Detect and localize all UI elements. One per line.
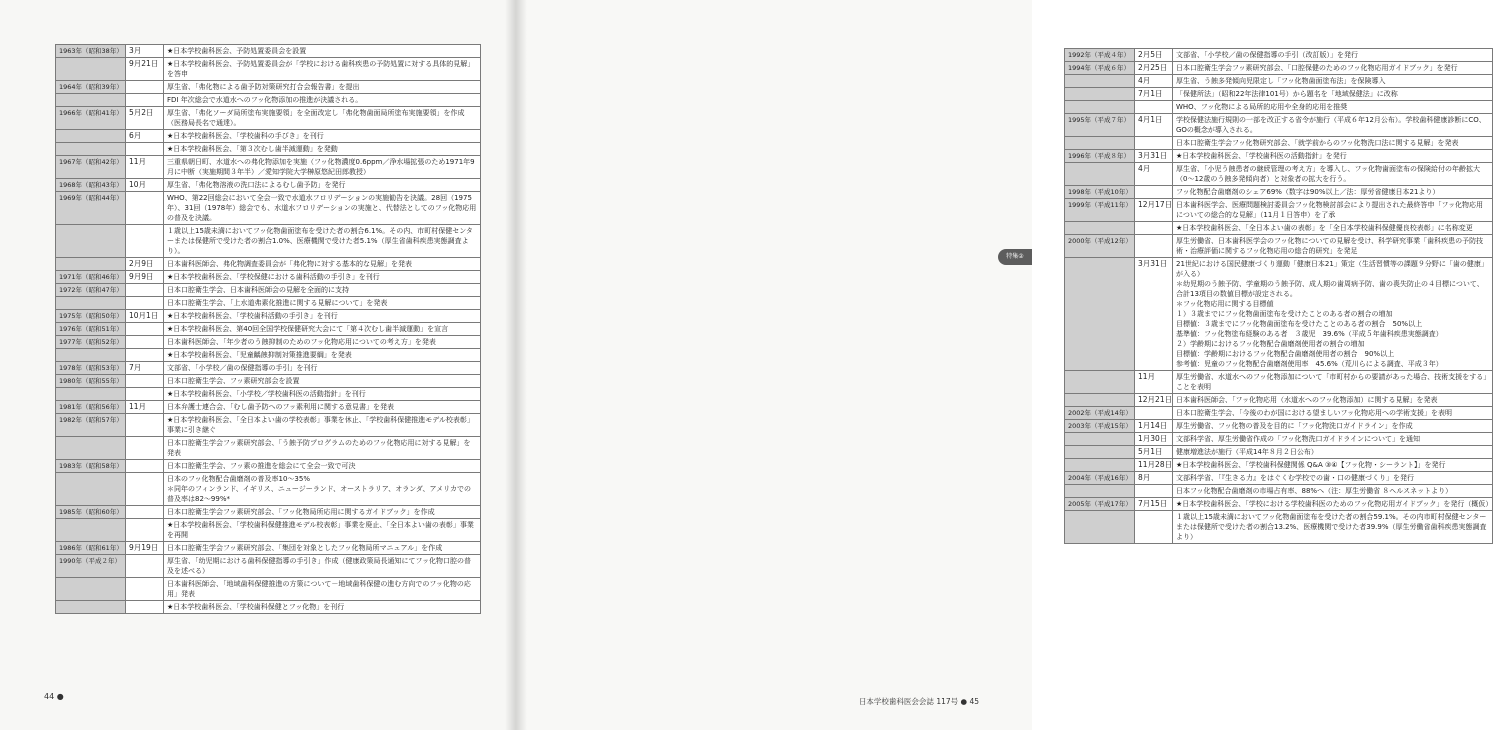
chronology-row: [56, 81, 481, 94]
year-cell: [56, 297, 126, 310]
chronology-row: [1065, 472, 1493, 485]
event-text: 日本口腔衛生学会フッ素研究部会、「口腔保健のためのフッ化物応用ガイドブック」を発行: [1176, 64, 1458, 72]
chronology-row: [56, 310, 481, 323]
event-cell: [164, 225, 481, 258]
chronology-row: [56, 225, 481, 258]
chronology-row: [56, 473, 481, 506]
event-text: ★日本学校歯科医会、「学校における学校歯科医のためのフッ化物応用ガイドブック」を発行（概仮）: [1176, 500, 1493, 508]
chronology-row: [1065, 433, 1493, 446]
date-cell: 2月9日: [126, 258, 164, 271]
event-cell: [1173, 163, 1493, 186]
event-text: 日本のフッ化物配合歯磨剤の普及率10〜35% ＊同年のフィンランド、イギリス、ニュージーランド、オーストラリア、オランダ、アメリカでの普及率は82〜99%*: [167, 475, 472, 503]
year-cell: [1065, 459, 1135, 472]
chronology-row: [56, 362, 481, 375]
event-text: 日本口腔衛生学会、フッ素の推進を総会にて全会一致で可決: [167, 462, 356, 470]
chronology-row: [56, 375, 481, 388]
event-text: 文部省、「小学校／歯の保健指導の手引」を刊行: [167, 364, 318, 372]
year-cell: 1964年（昭和39年）: [56, 81, 126, 94]
event-text: ★日本学校歯科医会、「学校歯科保健とフッ化物」を刊行: [167, 603, 345, 611]
event-cell: [1173, 371, 1493, 394]
date-cell: 7月15日: [1135, 498, 1173, 511]
chronology-row: [56, 143, 481, 156]
date-cell: 4月1日: [1135, 114, 1173, 137]
event-text: ★日本学校歯科医会、第40回全国学校保健研究大会にて「第４次むし歯半減運動」を宣言: [167, 325, 449, 333]
date-cell: [1135, 485, 1173, 498]
date-cell: [126, 81, 164, 94]
left-page-number: 44 ●: [44, 692, 64, 701]
event-text: WHO、第22回総会において全会一致で水道水フロリデーションの実施勧告を決議。28回（1975年）、31回（1978年）総会でも、水道水フロリデーションの実施と、代替法としてのフッ化物応用の普及を決議。: [167, 194, 477, 222]
date-cell: 11月: [1135, 371, 1173, 394]
event-text: 日本口腔衛生学会フッ化物研究部会、「就学前からのフッ化物洗口法に関する見解」を発表: [1176, 139, 1459, 147]
event-cell: [1173, 150, 1493, 163]
year-cell: 1985年（昭和60年）: [56, 506, 126, 519]
year-cell: 1983年（昭和58年）: [56, 460, 126, 473]
date-cell: 12月21日: [1135, 394, 1173, 407]
year-cell: 1986年（昭和61年）: [56, 542, 126, 555]
event-text: ★日本学校歯科医会、「学校保健における歯科活動の手引き」を刊行: [167, 273, 380, 281]
event-cell: [1173, 199, 1493, 222]
event-text: FDI 年次総会で水道水へのフッ化物添加の推進が決議される。: [167, 96, 363, 104]
year-cell: 1969年（昭和44年）: [56, 192, 126, 225]
date-cell: 3月31日: [1135, 258, 1173, 371]
chronology-row: [1065, 420, 1493, 433]
date-cell: 5月1日: [1135, 446, 1173, 459]
chronology-row: [1065, 407, 1493, 420]
year-cell: [56, 473, 126, 506]
year-cell: [1065, 222, 1135, 235]
year-cell: 1981年（昭和56年）: [56, 401, 126, 414]
date-cell: [1135, 186, 1173, 199]
chronology-row: [56, 156, 481, 179]
date-cell: 3月31日: [1135, 150, 1173, 163]
event-cell: [164, 284, 481, 297]
event-text: 厚生省、「弗化物溶液の洗口法によるむし歯予防」を発行: [167, 181, 346, 189]
chronology-row: [1065, 371, 1493, 394]
event-cell: [1173, 75, 1493, 88]
chronology-row: [56, 192, 481, 225]
event-text: 厚生労働省、水道水へのフッ化物添加について「市町村からの要請があった場合、技術支援をする」ことを表明: [1176, 373, 1487, 391]
event-text: ★日本学校歯科医会、「全日本よい歯の表彰」を「全日本学校歯科保健優良校表彰」に名称変更: [1176, 224, 1473, 232]
year-cell: [56, 601, 126, 614]
event-cell: [164, 130, 481, 143]
chronology-row: [1065, 446, 1493, 459]
event-text: 日本歯科医学会、医療問題検討委員会フッ化物検討部会により提出された最終答申「フッ化物応用についての総合的な見解」（11月１日答申）を了承: [1176, 201, 1484, 219]
year-cell: [56, 578, 126, 601]
year-cell: [1065, 163, 1135, 186]
date-cell: 9月9日: [126, 271, 164, 284]
event-cell: [1173, 258, 1493, 371]
date-cell: [126, 578, 164, 601]
year-cell: [1065, 394, 1135, 407]
year-cell: [56, 388, 126, 401]
year-cell: 1963年（昭和38年）: [56, 45, 126, 58]
year-cell: 2000年（平成12年）: [1065, 235, 1135, 258]
year-cell: [1065, 511, 1135, 544]
date-cell: [1135, 137, 1173, 150]
date-cell: 11月28日: [1135, 459, 1173, 472]
date-cell: 5月2日: [126, 107, 164, 130]
side-section-tab: 特集②: [998, 249, 1032, 265]
event-cell: [164, 519, 481, 542]
chronology-row: [56, 349, 481, 362]
date-cell: 6月: [126, 130, 164, 143]
right-chronology-table: [1064, 48, 1493, 544]
chronology-row: [1065, 114, 1493, 137]
date-cell: [1135, 407, 1173, 420]
date-cell: [126, 297, 164, 310]
event-text: ★日本学校歯科医会、「学校歯科の手びき」を刊行: [167, 132, 324, 140]
event-text: 「保健所法」（昭和22年法律101号）から題名を「地域保健法」に改称: [1176, 90, 1398, 98]
event-cell: [164, 323, 481, 336]
event-cell: [1173, 114, 1493, 137]
chronology-row: [56, 506, 481, 519]
year-cell: [56, 94, 126, 107]
year-cell: [56, 519, 126, 542]
chronology-row: [56, 601, 481, 614]
year-cell: [56, 130, 126, 143]
chronology-row: [1065, 258, 1493, 371]
chronology-row: [1065, 62, 1493, 75]
chronology-row: [56, 58, 481, 81]
event-cell: [1173, 459, 1493, 472]
event-text: 日本歯科医師会、「地域歯科保健推進の方策について－地域歯科保健の進む方向でのフッ化物の応用」発表: [167, 580, 471, 598]
event-text: ★日本学校歯科医会、予防処置委員会を設置: [167, 47, 307, 55]
chronology-row: [1065, 394, 1493, 407]
chronology-row: [1065, 150, 1493, 163]
date-cell: [1135, 101, 1173, 114]
year-cell: [1065, 137, 1135, 150]
year-cell: [56, 258, 126, 271]
event-cell: [164, 473, 481, 506]
event-cell: [164, 94, 481, 107]
event-cell: [164, 58, 481, 81]
year-cell: [1065, 371, 1135, 394]
year-cell: [1065, 101, 1135, 114]
chronology-row: [56, 414, 481, 437]
event-cell: [164, 45, 481, 58]
event-cell: [164, 542, 481, 555]
year-cell: 1972年（昭和47年）: [56, 284, 126, 297]
event-cell: [1173, 420, 1493, 433]
chronology-row: [56, 555, 481, 578]
year-cell: 2005年（平成17年）: [1065, 498, 1135, 511]
event-cell: [1173, 394, 1493, 407]
chronology-row: [1065, 199, 1493, 222]
year-cell: 2004年（平成16年）: [1065, 472, 1135, 485]
event-cell: [164, 297, 481, 310]
date-cell: [126, 375, 164, 388]
date-cell: [1135, 511, 1173, 544]
event-text: 日本口腔衛生学会フッ素研究部会、「フッ化物局所応用に関するガイドブック」を作成: [167, 508, 435, 516]
year-cell: [56, 437, 126, 460]
event-text: 厚生労働省、フッ化物の普及を目的に「フッ化物洗口ガイドライン」を作成: [1176, 422, 1413, 430]
chronology-row: [1065, 137, 1493, 150]
year-cell: [1065, 75, 1135, 88]
event-cell: [164, 414, 481, 437]
chronology-row: [56, 284, 481, 297]
date-cell: [126, 336, 164, 349]
event-cell: [164, 271, 481, 284]
event-cell: [164, 375, 481, 388]
year-cell: [56, 349, 126, 362]
year-cell: 1966年（昭和41年）: [56, 107, 126, 130]
date-cell: 10月1日: [126, 310, 164, 323]
date-cell: [126, 460, 164, 473]
date-cell: 3月: [126, 45, 164, 58]
year-cell: [1065, 485, 1135, 498]
year-cell: 1980年（昭和55年）: [56, 375, 126, 388]
date-cell: [126, 284, 164, 297]
date-cell: [126, 349, 164, 362]
chronology-row: [1065, 222, 1493, 235]
chronology-row: [56, 401, 481, 414]
year-cell: 1978年（昭和53年）: [56, 362, 126, 375]
event-text: 日本歯科医師会、「年少者のう蝕抑制のためのフッ化物応用についての考え方」を発表: [167, 338, 436, 346]
date-cell: [126, 225, 164, 258]
date-cell: 2月25日: [1135, 62, 1173, 75]
date-cell: [126, 388, 164, 401]
event-cell: [1173, 62, 1493, 75]
date-cell: 4月: [1135, 75, 1173, 88]
year-cell: 1999年（平成11年）: [1065, 199, 1135, 222]
chronology-row: [1065, 101, 1493, 114]
chronology-row: [56, 336, 481, 349]
year-cell: [56, 58, 126, 81]
event-cell: [164, 107, 481, 130]
event-cell: [164, 460, 481, 473]
event-cell: [1173, 101, 1493, 114]
year-cell: [1065, 258, 1135, 371]
event-cell: [164, 506, 481, 519]
chronology-row: [56, 45, 481, 58]
event-cell: [1173, 485, 1493, 498]
chronology-row: [56, 94, 481, 107]
event-cell: [164, 143, 481, 156]
year-cell: [56, 143, 126, 156]
event-text: 日本口腔衛生学会、「上水道弗素化推進に関する見解について」を発表: [167, 299, 388, 307]
event-cell: [1173, 222, 1493, 235]
event-cell: [1173, 137, 1493, 150]
event-text: 日本口腔衛生学会フッ素研究部会、「う蝕予防プログラムのためのフッ化物応用に対する見解」を発表: [167, 439, 471, 457]
year-cell: [1065, 88, 1135, 101]
year-cell: [56, 225, 126, 258]
date-cell: [126, 506, 164, 519]
chronology-row: [56, 130, 481, 143]
date-cell: 9月21日: [126, 58, 164, 81]
event-text: 厚生労働省、日本歯科医学会のフッ化物についての見解を受け、科学研究事業「歯科疾患の予防技術・治療評価に関するフッ化物応用の総合的研究」を発足: [1176, 237, 1484, 255]
date-cell: 1月30日: [1135, 433, 1173, 446]
event-cell: [164, 601, 481, 614]
date-cell: [126, 94, 164, 107]
chronology-row: [56, 437, 481, 460]
event-cell: [1173, 407, 1493, 420]
chronology-row: [1065, 235, 1493, 258]
year-cell: 1968年（昭和43年）: [56, 179, 126, 192]
date-cell: [126, 143, 164, 156]
event-cell: [1173, 235, 1493, 258]
event-cell: [164, 192, 481, 225]
date-cell: [126, 437, 164, 460]
year-cell: [1065, 446, 1135, 459]
chronology-row: [1065, 163, 1493, 186]
chronology-row: [1065, 88, 1493, 101]
date-cell: 8月: [1135, 472, 1173, 485]
date-cell: 1月14日: [1135, 420, 1173, 433]
event-cell: [1173, 186, 1493, 199]
chronology-row: [56, 271, 481, 284]
event-text: 日本口腔衛生学会フッ素研究部会、「集団を対象としたフッ化物局所マニュアル」を作成: [167, 544, 443, 552]
event-cell: [1173, 498, 1493, 511]
chronology-row: [56, 388, 481, 401]
event-text: 健康増進法が施行（平成14年８月２日公布）: [1176, 448, 1318, 456]
event-text: 日本口腔衛生学会、「今後のわが国における望ましいフッ化物応用への学術支援」を表明: [1176, 409, 1453, 417]
event-text: 日本フッ化物配合歯磨剤の市場占有率、88%へ（注：厚生労働省 ８ヘルスネットより）: [1176, 487, 1453, 495]
event-cell: [164, 388, 481, 401]
event-cell: [164, 179, 481, 192]
event-text: ★日本学校歯科医会、「児童齲蝕抑制対策推進要綱」を発表: [167, 351, 352, 359]
year-cell: 2002年（平成14年）: [1065, 407, 1135, 420]
date-cell: [126, 473, 164, 506]
chronology-row: [56, 107, 481, 130]
year-cell: 1995年（平成７年）: [1065, 114, 1135, 137]
date-cell: 7月1日: [1135, 88, 1173, 101]
event-text: 学校保健法施行規則の一部を改正する省令が施行（平成６年12月公布）。学校歯科健康診断にCO、GOの概念が導入される。: [1176, 116, 1486, 134]
event-cell: [164, 81, 481, 94]
chronology-row: [1065, 459, 1493, 472]
event-text: WHO、フッ化物による局所的応用や全身的応用を推奨: [1176, 103, 1348, 111]
chronology-row: [1065, 498, 1493, 511]
event-text: ★日本学校歯科医会、予防処置委員会が「学校における歯科疾患の予防処置に対する具体的見解」を答申: [167, 60, 475, 78]
date-cell: [126, 323, 164, 336]
event-text: ★日本学校歯科医会、「第３次むし歯半減運動」を発動: [167, 145, 338, 153]
event-text: 日本口腔衛生学会、日本歯科医師会の見解を全面的に支持: [167, 286, 349, 294]
chronology-row: [56, 578, 481, 601]
date-cell: 10月: [126, 179, 164, 192]
event-text: １歳以上15歳未満においてフッ化物歯面塗布を受けた者の割合59.1%。その内市町村保健センターまたは保健所で受けた者の割合13.2%、医療機関で受けた者39.9%（厚生労働省歯科疾患実態調査より）: [1176, 513, 1487, 541]
date-cell: [126, 192, 164, 225]
event-text: 厚生省、う蝕多発傾向児限定し「フッ化物歯面塗布法」を保険導入: [1176, 77, 1386, 85]
year-cell: 1994年（平成６年）: [1065, 62, 1135, 75]
event-cell: [164, 401, 481, 414]
event-cell: [164, 310, 481, 323]
year-cell: 1998年（平成10年）: [1065, 186, 1135, 199]
chronology-row: [56, 297, 481, 310]
event-cell: [164, 362, 481, 375]
date-cell: 12月17日: [1135, 199, 1173, 222]
event-cell: [164, 336, 481, 349]
event-text: ★日本学校歯科医会、「全日本よい歯の学校表彰」事業を休止、「学校歯科保健推進モデル校表彰」事業に引き継ぐ: [167, 416, 474, 434]
date-cell: [126, 519, 164, 542]
event-cell: [1173, 446, 1493, 459]
date-cell: 9月19日: [126, 542, 164, 555]
year-cell: 1976年（昭和51年）: [56, 323, 126, 336]
book-gutter-shadow: [505, 0, 527, 730]
date-cell: 11月: [126, 156, 164, 179]
event-cell: [1173, 472, 1493, 485]
event-cell: [164, 555, 481, 578]
event-text: ★日本学校歯科医会、「小学校／学校歯科医の活動指針」を刊行: [167, 390, 366, 398]
date-cell: [1135, 235, 1173, 258]
date-cell: [126, 555, 164, 578]
event-text: 日本口腔衛生学会、フッ素研究部会を設置: [167, 377, 300, 385]
event-cell: [1173, 49, 1493, 62]
event-text: 厚生省、「小児う蝕患者の継続管理の考え方」を導入し、フッ化物歯面塗布の保険給付の年齢拡大（0〜12歳のう蝕多発傾向者）と対象者の拡大を行う。: [1176, 165, 1481, 183]
right-page: [516, 0, 1493, 730]
event-text: フッ化物配合歯磨剤のシェア69%（数字は90%以上／法：厚労省健康日本21より）: [1176, 188, 1440, 196]
year-cell: 1996年（平成８年）: [1065, 150, 1135, 163]
event-text: 日本歯科医師会、弗化物調査委員会が「弗化物に対する基本的な見解」を発表: [167, 260, 412, 268]
year-cell: 1967年（昭和42年）: [56, 156, 126, 179]
event-text: ★日本学校歯科医会、「学校歯科保健関係 Q&A ③④【フッ化物・シーラント】」を発行: [1176, 461, 1446, 469]
right-page-footer: 日本学校歯科医会会誌 117号 ● 45: [858, 697, 979, 706]
event-cell: [164, 156, 481, 179]
chronology-row: [1065, 75, 1493, 88]
chronology-row: [56, 542, 481, 555]
year-cell: 1971年（昭和46年）: [56, 271, 126, 284]
year-cell: 1975年（昭和50年）: [56, 310, 126, 323]
event-cell: [1173, 88, 1493, 101]
event-text: 厚生省、「弗化物による歯予防対策研究打合会報告書」を提出: [167, 83, 360, 91]
year-cell: 1992年（平成４年）: [1065, 49, 1135, 62]
left-page: [0, 0, 516, 730]
chronology-row: [1065, 485, 1493, 498]
date-cell: [1135, 222, 1173, 235]
chronology-row: [1065, 49, 1493, 62]
event-text: 日本歯科医師会、「フッ化物応用（水道水へのフッ化物添加）に関する見解」を発表: [1176, 396, 1438, 404]
event-text: １歳以上15歳未満においてフッ化物歯面塗布を受けた者の割合6.1%。その内、市町村保健センターまたは保健所で受けた者の割合1.0%、医療機関で受けた者5.1%（厚生省歯科疾患実態調査より）。: [167, 227, 473, 255]
date-cell: 4月: [1135, 163, 1173, 186]
event-cell: [164, 437, 481, 460]
year-cell: 2003年（平成15年）: [1065, 420, 1135, 433]
event-text: 日本弁護士連合会、「むし歯予防へのフッ素利用に関する意見書」を発表: [167, 403, 395, 411]
event-text: 文部省、「小学校／歯の保健指導の手引（改訂版）」を発行: [1176, 51, 1358, 59]
event-text: 文部科学省、「『生きる力』をはぐくむ学校での歯・口の健康づくり」を発行: [1176, 474, 1414, 482]
year-cell: 1990年（平成２年）: [56, 555, 126, 578]
chronology-row: [56, 258, 481, 271]
event-cell: [164, 349, 481, 362]
event-text: 21世紀における国民健康づくり運動「健康日本21」策定（生活習慣等の課題９分野に「歯の健康」が入る） ＊幼児期のう蝕予防、学童期のう蝕予防、成人期の歯周病予防、歯の喪失防止の４目標について、合計13項目の数値目標が設定される。 ＊フッ化物応用に関する目標値 １）３歳までにフッ化物歯面塗布を受けたことのある者の割合の増加 目標値：３歳までにフッ化物歯面塗布を受けたことのある者の割合 50%以上 基準値：フッ化物塗布経験のある者 ３歳児 39.6%（平成５年歯科疾患実態調査） ２）学齢期におけるフッ化物配合歯磨剤使用者の割合の増加 目標値：学齢期におけるフッ化物配合歯磨剤使用者の割合 90%以上 参考値：児童のフッ化物配合歯磨剤使用率 45.6%（荒川らによる調査、平成３年）: [1176, 260, 1488, 368]
year-cell: [1065, 433, 1135, 446]
year-cell: 1977年（昭和52年）: [56, 336, 126, 349]
year-cell: 1982年（昭和57年）: [56, 414, 126, 437]
event-text: ★日本学校歯科医会、「学校歯科保健推進モデル校表彰」事業を廃止、「全日本よい歯の表彰」事業を再開: [167, 521, 474, 539]
chronology-row: [56, 519, 481, 542]
event-text: 文部科学省、厚生労働省作成の「フッ化物洗口ガイドラインについて」を通知: [1176, 435, 1420, 443]
date-cell: 2月5日: [1135, 49, 1173, 62]
date-cell: 11月: [126, 401, 164, 414]
event-text: 厚生省、「弗化ソーダ局所塗布実施要領」を全面改定し「弗化物歯面局所塗布実施要領」を作成（医務局長名で通達）。: [167, 109, 465, 127]
date-cell: 7月: [126, 362, 164, 375]
date-cell: [126, 601, 164, 614]
chronology-row: [56, 460, 481, 473]
event-text: 三重県朝日町、水道水への弗化物添加を実施（フッ化物濃度0.6ppm／浄水場拡張のため1971年9月に中断（実施期間３年半）／愛知学院大学榊原悠紀田郎教授）: [167, 158, 475, 176]
chronology-row: [56, 179, 481, 192]
chronology-row: [1065, 511, 1493, 544]
event-text: ★日本学校歯科医会、「学校歯科活動の手引き」を刊行: [167, 312, 338, 320]
chronology-row: [56, 323, 481, 336]
left-chronology-table: [55, 44, 481, 614]
date-cell: [126, 414, 164, 437]
event-cell: [1173, 433, 1493, 446]
event-text: ★日本学校歯科医会、「学校歯科医の活動指針」を発行: [1176, 152, 1347, 160]
event-cell: [164, 258, 481, 271]
event-cell: [1173, 511, 1493, 544]
chronology-row: [1065, 186, 1493, 199]
event-text: 厚生省、「幼児期における歯科保健指導の手引き」作成（健康政策局長通知にてフッ化物口腔の普及を述べる）: [167, 557, 472, 575]
event-cell: [164, 578, 481, 601]
